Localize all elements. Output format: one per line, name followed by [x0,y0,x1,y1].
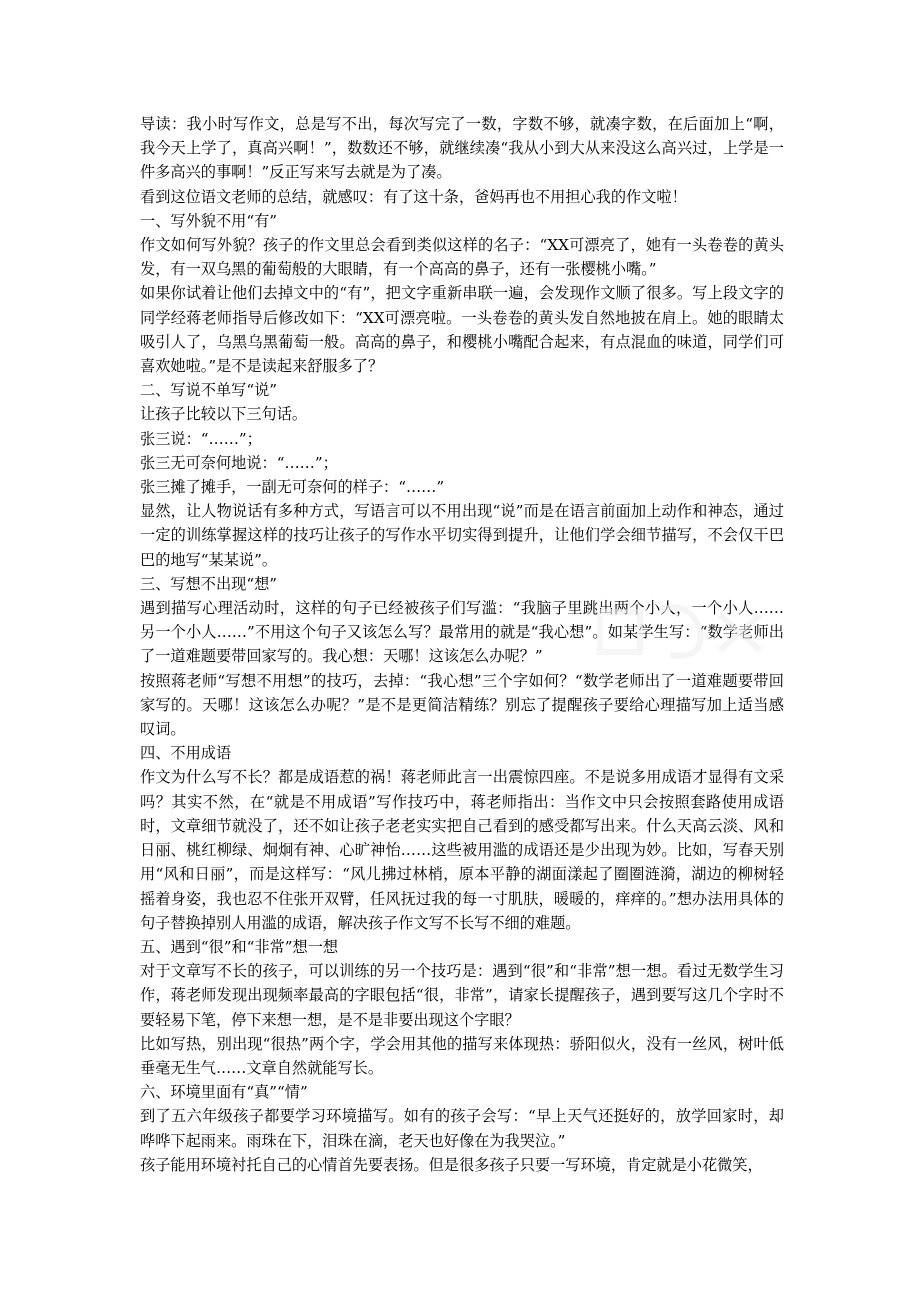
document-body [140,112,784,1177]
section-6-paragraph-2: 孩子能用环境衬托自己的心情首先要表扬。但是很多孩子只要一写环境，肯定就是小花微笑， [140,1155,763,1174]
section-2-paragraph-2: 显然，让人物说话有多种方式，写语言可以不用出现“说”而是在语言前面加上动作和神态，通过一定的训练掌握这样的技巧让孩子的写作水平切实得到提升，让他们学会细节描写，不会仅干巴巴的地写“某某说”。 [140,502,784,569]
intro-exclamation: 看到这位语文老师的总结，就感叹：有了这十条，爸妈再也不用担心我的作文啦！ [140,187,687,206]
section-2-example-1: 张三说：“……”； [140,429,262,448]
section-6-paragraph-1: 到了五六年级孩子都要学习环境描写。如有的孩子会写：“早上天气还挺好的，放学回家时，却哗哗下起雨来。雨珠在下，泪珠在滴，老天也好像在为我哭泣。” [140,1107,784,1150]
section-5-paragraph-2: 比如写热，别出现“很热”两个字，学会用其他的描写来体现热：骄阳似火，没有一丝风，树叶低垂毫无生气……文章自然就能写长。 [140,1034,784,1077]
section-2-example-2: 张三无可奈何地说：“……”； [140,453,338,472]
section-heading-2: 二、写说不单写“说” [140,381,278,400]
section-5-paragraph-1: 对于文章写不长的孩子，可以训练的另一个技巧是：遇到“很”和“非常”想一想。看过无数学生习作，蒋老师发现出现频率最高的字眼包括“很，非常”，请家长提醒孩子，遇到要写这几个字时不要轻易下笔，停下来想一想，是不是非要出现这个字眼？ [140,962,784,1029]
section-heading-3: 三、写想不出现“想” [140,574,278,593]
section-2-example-3: 张三摊了摊手，一副无可奈何的样子：“……” [140,478,445,497]
section-1-paragraph-2: 如果你试着让他们去掉文中的“有”，把文字重新串联一遍，会发现作文顺了很多。写上段文字的同学经蒋老师指导后修改如下：“XX可漂亮啦。一头卷卷的黄头发自然地披在肩上。她的眼睛太吸引人了，乌黑乌黑葡萄一般。高高的鼻子，和樱桃小嘴配合起来，有点混血的味道，同学们可喜欢她啦。”是不是读起来舒服多了？ [140,284,784,376]
intro-paragraph: 导读：我小时写作文，总是写不出，每次写完了一数，字数不够，就凑字数，在后面加上“啊，我今天上学了，真高兴啊！”，数数还不够，就继续凑“我从小到大从来没这么高兴过，上学是一件多高兴的事啊！”反正写来写去就是为了凑。 [140,115,784,182]
section-heading-5: 五、遇到“很”和“非常”想一想 [140,937,339,956]
section-4-paragraph-1: 作文为什么写不长？都是成语惹的祸！蒋老师此言一出震惊四座。不是说多用成语才显得有文采吗？其实不然，在“就是不用成语”写作技巧中，蒋老师指出：当作文中只会按照套路使用成语时，文章细节就没了，还不如让孩子老老实实把自己看到的感受都写出来。什么天高云淡、风和日丽、桃红柳绿、炯炯有神、心旷神怡……这些被用滥的成语还是少出现为妙。比如，写春天别用“风和日丽”，而是这样写：“风儿拂过林梢，原本平静的湖面漾起了圈圈涟漪，湖边的柳树轻摇着身姿，我也忍不住张开双臂，任风抚过我的每一寸肌肤，暖暖的，痒痒的。”想办法用具体的句子替换掉别人用滥的成语，解决孩子作文写不长写不细的难题。 [140,768,784,932]
section-3-paragraph-1: 遇到描写心理活动时，这样的句子已经被孩子们写滥：“我脑子里跳出两个小人，一个小人……另一个小人……”不用这个句子又该怎么写？最常用的就是“我心想”。如某学生写：“数学老师出了一道难题要带回家写的。我心想：天哪！这该怎么办呢？” [140,599,784,666]
section-2-paragraph-1: 让孩子比较以下三句话。 [140,405,308,424]
section-heading-6: 六、环境里面有“真”“情” [140,1083,308,1102]
section-3-paragraph-2: 按照蒋老师“写想不用想”的技巧，去掉：“我心想”三个字如何？“数学老师出了一道难题要带回家写的。天哪！这该怎么办呢？”是不是更简洁精练？别忘了提醒孩子要给心理描写加上适当感叹词。 [140,671,784,739]
section-1-paragraph-1: 作文如何写外貌？孩子的作文里总会看到类似这样的名子：“XX可漂亮了，她有一头卷卷的黄头发，有一双乌黑的葡萄般的大眼睛，有一个高高的鼻子，还有一张樱桃小嘴。” [140,236,784,279]
section-heading-4: 四、不用成语 [140,744,232,763]
section-heading-1: 一、写外貌不用“有” [140,211,278,230]
